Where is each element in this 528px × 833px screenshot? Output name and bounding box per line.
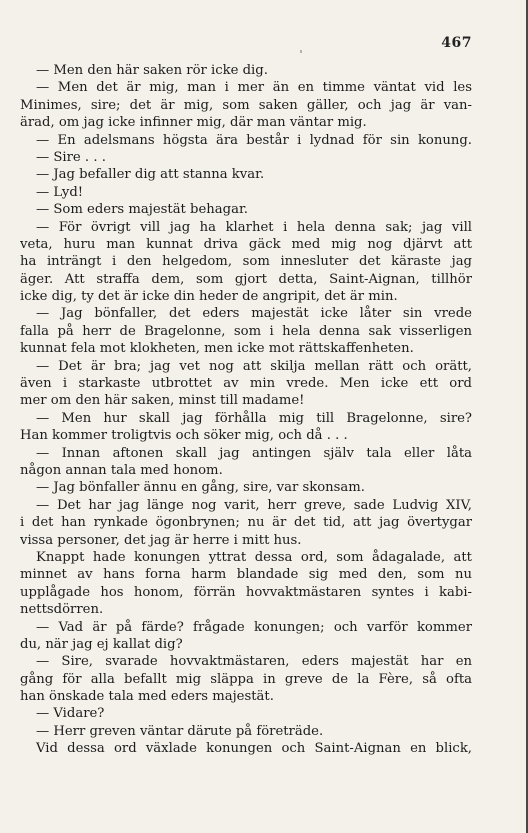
body-text [20, 62, 472, 758]
text-line: — Sire . . . [36, 149, 106, 165]
text-line: du, när jag ej kallat dig? [20, 636, 183, 652]
text-line: äger. Att straffa dem, som gjort detta, Saint-Aignan, tillhör [20, 271, 472, 287]
text-line: mer om den här saken, minst till madame! [20, 393, 305, 409]
text-line: i det han rynkade ögonbrynen; nu är det tid, att jag övertygar [20, 515, 472, 531]
page-number: 467 [441, 35, 472, 51]
text-line: minnet av hans forna harm blandade sig med den, som nu [20, 567, 472, 583]
text-line: — För övrigt vill jag ha klarhet i hela denna sak; jag vill [36, 219, 472, 235]
text-line: — Vidare? [36, 706, 105, 722]
text-line: — Lyd! [36, 184, 84, 200]
text-line: — Men hur skall jag förhålla mig till Bragelonne, sire? [36, 410, 472, 426]
text-line: han önskade tala med eders majestät. [20, 689, 274, 705]
text-line: Vid dessa ord växlade konungen och Saint-Aignan en blick, [36, 741, 472, 757]
text-line: veta, huru man kunnat driva gäck med mig nog djärvt att [20, 236, 472, 252]
text-line: — Men det är mig, man i mer än en timme väntat vid les [36, 80, 472, 96]
text-line: icke dig, ty det är icke din heder de angripit, det är min. [20, 289, 398, 305]
text-line: kunnat fela mot klokheten, men icke mot rättskaffenheten. [20, 341, 414, 357]
text-line: — Innan aftonen skall jag antingen själv tala eller låta [36, 445, 472, 461]
text-line: Han kommer troligtvis och söker mig, och då . . . [20, 428, 348, 444]
text-line: — Det har jag länge nog varit, herr greve, sade Ludvig XIV, [36, 497, 472, 513]
text-line: — Vad är på färde? frågade konungen; och varför kommer [36, 619, 472, 635]
text-line: även i starkaste utbrottet av min vrede. Men icke ett ord [20, 376, 472, 392]
text-line: — Jag bönfaller, det eders majestät icke låter sin vrede [36, 306, 472, 322]
text-line: Knappt hade konungen yttrat dessa ord, som ådagalade, att [36, 549, 472, 565]
text-line: — Men den här saken rör icke dig. [36, 63, 268, 78]
text-line: vissa personer, det jag är herre i mitt hus. [20, 532, 302, 548]
text-line: ärad, om jag icke infinner mig, där man väntar mig. [20, 115, 367, 131]
text-line: — Sire, svarade hovvaktmästaren, eders majestät har en [36, 654, 472, 670]
paper-speck [300, 50, 302, 53]
text-line: — En adelsmans högsta ära består i lydnad för sin konung. [36, 132, 472, 148]
text-line: — Herr greven väntar därute på företräde. [36, 723, 324, 739]
text-line: — Jag bönfaller ännu en gång, sire, var skonsam. [36, 480, 365, 496]
text-line: nettsdörren. [20, 602, 104, 618]
text-line: Minimes, sire; det är mig, som saken gäller, och jag är van- [20, 97, 472, 113]
text-line: upplågade hos honom, förrän hovvaktmästaren syntes i kabi- [20, 584, 472, 600]
text-line: — Som eders majestät behagar. [36, 202, 248, 218]
text-line: — Jag befaller dig att stanna kvar. [36, 167, 265, 183]
text-line: gång för alla befallt mig släppa in greve de la Fère, så ofta [20, 671, 472, 687]
text-line: ha inträngt i den helgedom, som innesluter det käraste jag [20, 254, 472, 270]
text-line: — Det är bra; jag vet nog att skilja mellan rätt och orätt, [36, 358, 472, 374]
text-line: någon annan tala med honom. [20, 462, 223, 478]
text-line: falla på herr de Bragelonne, som i hela denna sak visserligen [20, 323, 472, 339]
